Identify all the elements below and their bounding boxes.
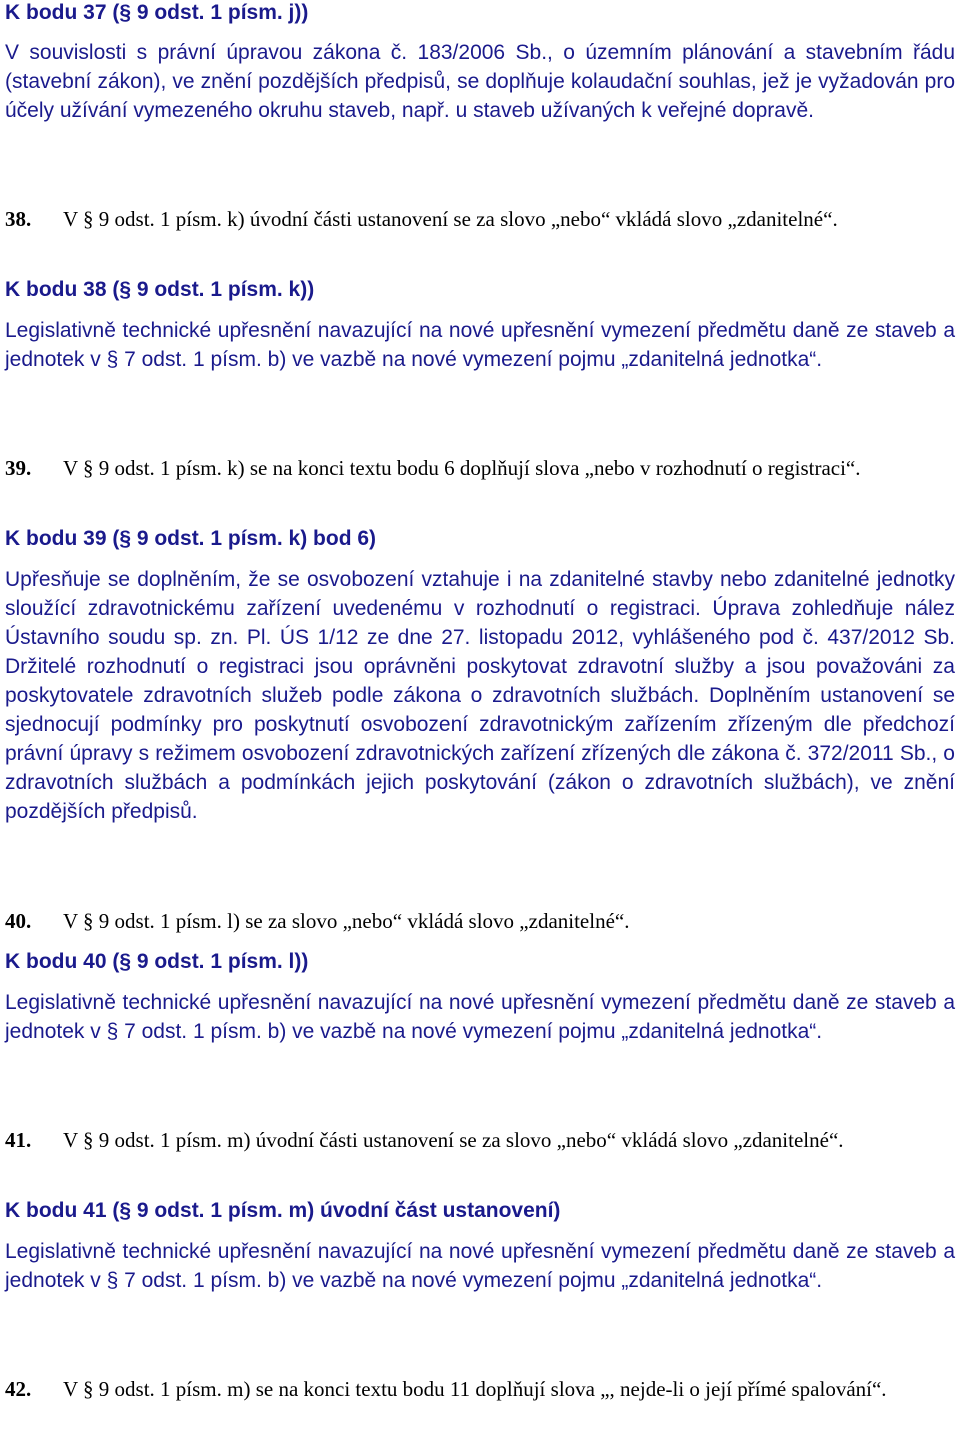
item-40	[5, 907, 955, 936]
item-42-text: V § 9 odst. 1 písm. m) se na konci textu bodu 11 doplňují slova „, nejde-li o její přímé spalování“.	[63, 1377, 887, 1401]
k37-text	[5, 38, 955, 125]
item-38	[5, 205, 955, 234]
item-39	[5, 454, 955, 483]
k41-text	[5, 1237, 955, 1295]
k37-heading: K bodu 37 (§ 9 odst. 1 písm. j))	[5, 1, 309, 24]
item-40-text: V § 9 odst. 1 písm. l) se za slovo „nebo“ vkládá slovo „zdanitelné“.	[63, 909, 630, 933]
item-42-number: 42.	[5, 1377, 32, 1401]
k37-paragraph: V souvislosti s právní úpravou zákona č. 183/2006 Sb., o územním plánování a stavebním řádu (stavební zákon), ve znění pozdějších předpisů, se doplňuje kolaudační souhlas, jež je vyžadován pro účely užívání vymezeného okruhu staveb, např. u staveb užívaných k veřejné dopravě.	[5, 41, 955, 122]
item-42	[5, 1375, 955, 1404]
k39-heading: K bodu 39 (§ 9 odst. 1 písm. k) bod 6)	[5, 527, 377, 550]
k41-paragraph: Legislativně technické upřesnění navazující na nové upřesnění vymezení předmětu daně ze staveb a jednotek v § 7 odst. 1 písm. b) ve vazbě na nové vymezení pojmu „zdanitelná jednotka“.	[5, 1240, 955, 1292]
item-41-number: 41.	[5, 1128, 32, 1152]
k40-heading: K bodu 40 (§ 9 odst. 1 písm. l))	[5, 950, 309, 973]
k40-text	[5, 988, 955, 1046]
item-40-number: 40.	[5, 909, 32, 933]
item-39-number: 39.	[5, 456, 32, 480]
k38-paragraph: Legislativně technické upřesnění navazující na nové upřesnění vymezení předmětu daně ze staveb a jednotek v § 7 odst. 1 písm. b) ve vazbě na nové vymezení pojmu „zdanitelná jednotka“.	[5, 319, 955, 371]
item-41	[5, 1126, 955, 1155]
k40-paragraph: Legislativně technické upřesnění navazující na nové upřesnění vymezení předmětu daně ze staveb a jednotek v § 7 odst. 1 písm. b) ve vazbě na nové vymezení pojmu „zdanitelná jednotka“.	[5, 991, 955, 1043]
k38-text	[5, 316, 955, 374]
k39-text	[5, 565, 955, 826]
item-39-text: V § 9 odst. 1 písm. k) se na konci textu bodu 6 doplňují slova „nebo v rozhodnutí o registraci“.	[63, 456, 861, 480]
item-41-text: V § 9 odst. 1 písm. m) úvodní části ustanovení se za slovo „nebo“ vkládá slovo „zdanitelné“.	[63, 1128, 844, 1152]
k39-paragraph: Upřesňuje se doplněním, že se osvobození vztahuje i na zdanitelné stavby nebo zdanitelné jednotky sloužící zdravotnickému zařízení uvedenému v rozhodnutí o registraci. Úprava zohledňuje nález Ústavního soudu sp. zn. Pl. ÚS 1/12 ze dne 27. listopadu 2012, vyhlášeného pod č. 437/2012 Sb. Držitelé rozhodnutí o registraci jsou oprávněni poskytovat zdravotní služby a jsou považováni za poskytovatele zdravotních služeb podle zákona o zdravotních službách. Doplněním ustanovení se sjednocují podmínky pro poskytnutí osvobození zdravotnickým zařízením zřízeným dle předchozí právní úpravy s režimem osvobození zdravotnických zařízení zřízených dle zákona č. 372/2011 Sb., o zdravotních službách a podmínkách jejich poskytování (zákon o zdravotních službách), ve znění pozdějších předpisů.	[5, 568, 955, 823]
k41-heading: K bodu 41 (§ 9 odst. 1 písm. m) úvodní část ustanovení)	[5, 1199, 561, 1222]
item-38-text: V § 9 odst. 1 písm. k) úvodní části ustanovení se za slovo „nebo“ vkládá slovo „zdanitelné“.	[63, 207, 838, 231]
k38-heading: K bodu 38 (§ 9 odst. 1 písm. k))	[5, 278, 315, 301]
item-38-number: 38.	[5, 207, 32, 231]
